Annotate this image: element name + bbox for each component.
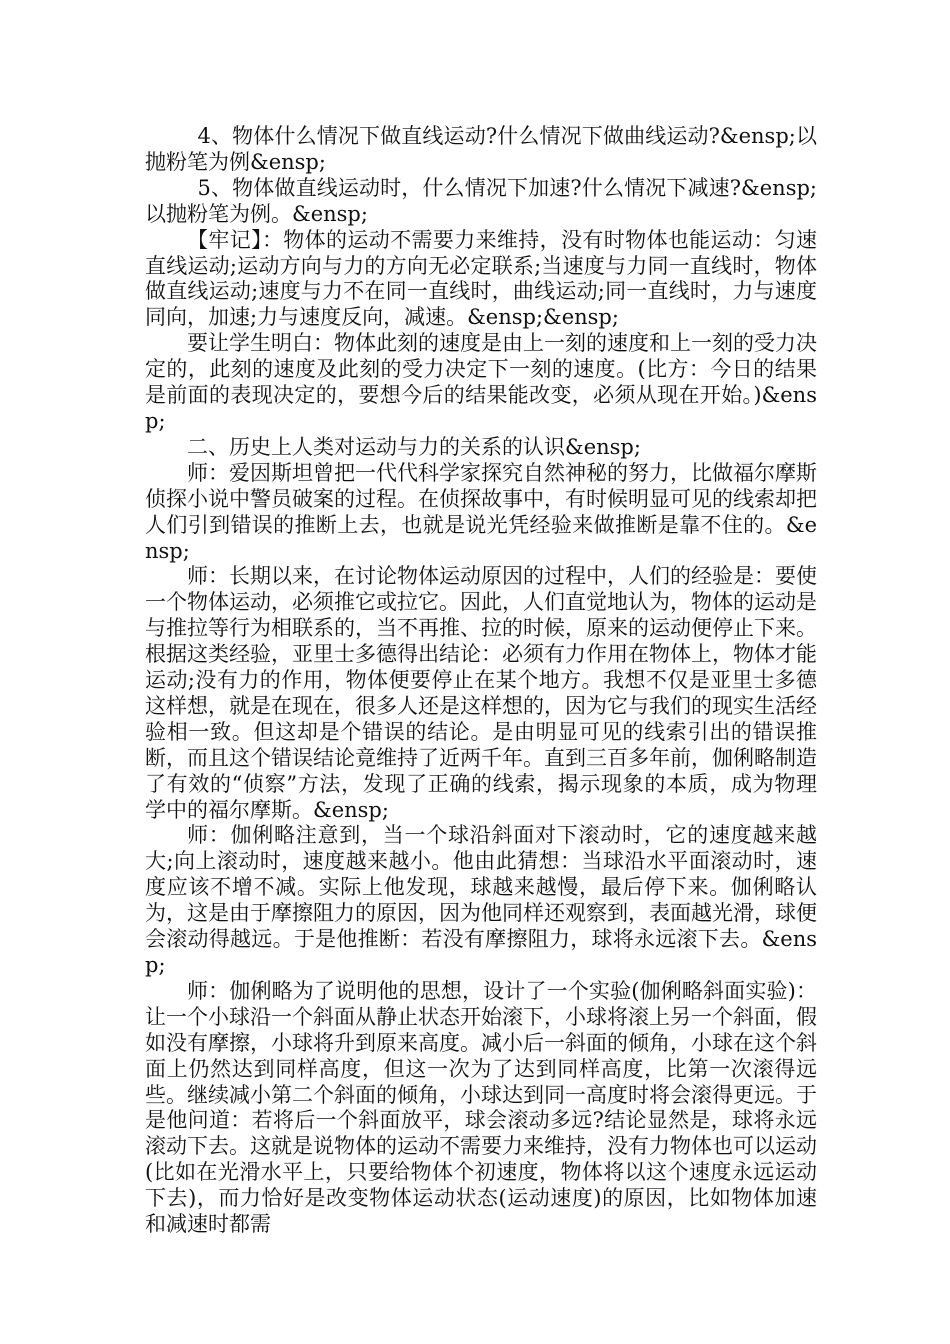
paragraph-aristotle: 师：长期以来，在讨论物体运动原因的过程中，人们的经验是：要使一个物体运动，必须推它或拉它。因此，人们直觉地认为，物体的运动是与推拉等行为相联系的，当不再推、拉的时候，原来的运动便停止下来。根据这类经验，亚里士多德得出结论：必须有力作用在物体上，物体才能运动;没有力的作用，物体便要停止在某个地方。我想不仅是亚里士多德这样想，就是在现在，很多人还是这样想的，因为它与我们的现实生活经验相一致。但这却是个错误的结论。是由明显可见的线索引出的错误推断，而且这个错误结论竟维持了近两千年。直到三百多年前，伽俐略制造了有效的“侦察”方法，发现了正确的线索，揭示现象的本质，成为物理学中的福尔摩斯。&ensp; [145,564,817,822]
paragraph-question-5: 5、物体做直线运动时，什么情况下加速?什么情况下减速?&ensp;以抛粉笔为例。&ensp; [145,175,817,226]
paragraph-einstein: 师：爱因斯坦曾把一代代科学家探究自然神秘的努力，比做福尔摩斯侦探小说中警员破案的过程。在侦探故事中，有时候明显可见的线索却把人们引到错误的推断上去，也就是说光凭经验来做推断是靠不住的。&ensp; [145,460,817,563]
paragraph-remember: 【牢记】：物体的运动不需要力来维持，没有时物体也能运动：匀速直线运动;运动方向与力的方向无必定联系;当速度与力同一直线时，物体做直线运动;速度与力不在同一直线时，曲线运动;同一直线时，力与速度同向，加速;力与速度反向，减速。&ensp;&ensp; [145,227,817,330]
paragraph-galileo-experiment: 师：伽俐略为了说明他的思想，设计了一个实验(伽俐略斜面实验)：让一个小球沿一个斜面从静止状态开始滚下，小球将滚上另一个斜面，假如没有摩擦，小球将升到原来高度。减小后一斜面的倾角，小球在这个斜面上仍然达到同样高度，但这一次为了达到同样高度，比第一次滚得远些。继续减小第二个斜面的倾角，小球达到同一高度时将会滚得更远。于是他问道：若将后一个斜面放平，球会滚动多远?结论显然是，球将永远滚动下去。这就是说物体的运动不需要力来维持，没有力物体也可以运动(比如在光滑水平上，只要给物体个初速度，物体将以这个速度永远运动下去)，而力恰好是改变物体运动状态(运动速度)的原因，比如物体加速和减速时都需 [145,978,817,1237]
paragraph-question-4: 4、物体什么情况下做直线运动?什么情况下做曲线运动?&ensp;以抛粉笔为例&ensp; [145,124,817,174]
section-heading-history: 二、历史上人类对运动与力的关系的认识&ensp; [187,434,641,459]
paragraph-student-understanding: 要让学生明白：物体此刻的速度是由上一刻的速度和上一刻的受力决定的，此刻的速度及此刻的受力决定下一刻的速度。(比方：今日的结果是前面的表现决定的，要想今后的结果能改变，必须从现在开始。)&ensp; [145,331,817,433]
paragraph-galileo-observation: 师：伽俐略注意到，当一个球沿斜面对下滚动时，它的速度越来越大;向上滚动时，速度越来越小。他由此猜想：当球沿水平面滚动时，速度应该不增不减。实际上他发现，球越来越慢，最后停下来。伽俐略认为，这是由于摩擦阻力的原因，因为他同样还观察到，表面越光滑，球便会滚动得越远。于是他推断：若没有摩擦阻力，球将永远滚下去。&ensp; [145,823,817,977]
document-body [145,124,817,1238]
